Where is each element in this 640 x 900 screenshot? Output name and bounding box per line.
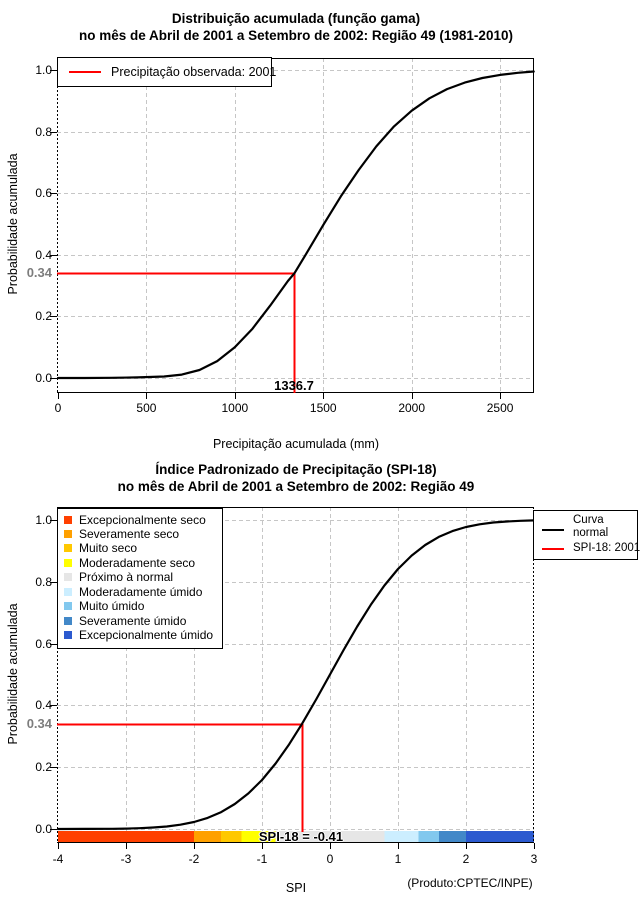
x-tick-label: 1500 [309,401,337,415]
product-credit: (Produto:CPTEC/INPE) [407,876,533,890]
spi-category-bar-segment [58,831,194,843]
category-label: Excepcionalmente úmido [79,628,214,643]
y-tick-label: 0.0 [35,371,52,385]
x-tick-label: 1 [394,852,402,866]
category-color-swatch [64,516,72,524]
y-tick-label: 0.0 [35,822,52,836]
category-legend-item [64,585,202,599]
y-tick-label: 0.4 [35,247,52,262]
chart1-legend [57,57,277,87]
x-tick-label: 2 [462,852,470,866]
chart2-title: Índice Padronizado de Precipitação (SPI-18) [155,462,437,477]
chart1-subtitle: no mês de Abril de 2001 a Setembro de 2002: Região 49 (1981-2010) [79,28,513,43]
x-tick-label: 2000 [398,401,426,415]
spi-category-bar-segment [418,831,438,843]
spi-category-bar-segment [194,831,221,843]
cumulative-curve [58,72,534,379]
normal-curve-line-sample [542,529,564,531]
category-label: Próximo à normal [79,570,174,585]
category-color-swatch [64,617,72,625]
x-tick-label: 3 [530,852,538,866]
chart2-x-axis-label: SPI [285,881,307,895]
x-tick-label: -3 [120,852,132,866]
category-legend-item [64,599,144,613]
chart2-y-axis-label: Probabilidade acumulada [6,603,20,745]
y-tick-label: 0.8 [35,574,52,589]
normal-curve-label-line2: normal [573,527,609,539]
category-legend-item [64,556,195,570]
y-tick-label: 0.6 [35,636,52,651]
chart2-subtitle: no mês de Abril de 2001 a Setembro de 2002: Região 49 [117,479,475,494]
category-label: Severamente úmido [79,613,187,628]
y-tick-label: 0.2 [35,309,52,324]
chart1-legend-label: Precipitação observada: 2001 [111,65,277,79]
category-color-swatch [64,573,72,581]
chart2-line-legend [533,510,638,560]
category-legend-item [64,570,173,584]
category-color-swatch [64,530,72,538]
spi-category-bar-segment [439,831,466,843]
y-tick-label: 1.0 [35,513,52,527]
category-label: Excepcionalmente seco [79,512,206,527]
x-tick-label: 0 [326,852,334,866]
category-color-swatch [64,544,72,552]
x-tick-label: 0 [54,401,62,415]
x-tick-label: 2500 [486,401,514,415]
spi-curve-line-sample [542,548,564,550]
chart1-title: Distribuição acumulada (função gama) [171,11,421,26]
category-label: Severamente seco [79,526,180,541]
y-tick-label: 0.4 [35,698,52,713]
chart1-precipitation-value-label: 1336.7 [274,378,314,393]
normal-curve-label-line1: Curva [573,514,604,526]
spi-category-bar-segment [384,831,418,843]
chart1-legend-red-line [69,71,101,73]
category-legend-item [64,513,206,527]
category-legend-item [64,614,186,628]
category-legend-item [64,541,137,555]
x-tick-label: 500 [136,401,157,415]
y-tick-label: 0.2 [35,760,52,775]
category-color-swatch [64,559,72,567]
category-color-swatch [64,602,72,610]
y-tick-label: 0.6 [35,186,52,201]
chart1-x-axis-label: Precipitação acumulada (mm) [212,437,380,451]
category-label: Moderadamente úmido [79,584,203,599]
category-color-swatch [64,631,72,639]
y-tick-label: 0.8 [35,124,52,139]
category-label: Moderadamente seco [79,555,196,570]
y-tick-label: 1.0 [35,63,52,77]
x-tick-label: -4 [52,852,64,866]
category-color-swatch [64,588,72,596]
spi-category-bar-segment [466,831,534,843]
category-label: Muito seco [79,541,138,556]
x-tick-label: 1000 [221,401,249,415]
category-legend-item [64,527,179,541]
chart2-category-legend [57,508,223,649]
chart1-y-axis-label: Probabilidade acumulada [6,153,20,295]
x-tick-label: -2 [188,852,200,866]
chart1-probability-threshold-label: 0.34 [26,265,52,280]
x-tick-label: -1 [256,852,268,866]
spi-curve-label: SPI-18: 2001 [573,542,640,554]
chart2-spi-value-label: SPI-18 = -0.41 [258,829,344,844]
chart2-probability-threshold-label: 0.34 [26,716,52,731]
category-label: Muito úmido [79,599,145,614]
spi-category-bar-segment [221,831,241,843]
category-legend-item [64,628,213,642]
